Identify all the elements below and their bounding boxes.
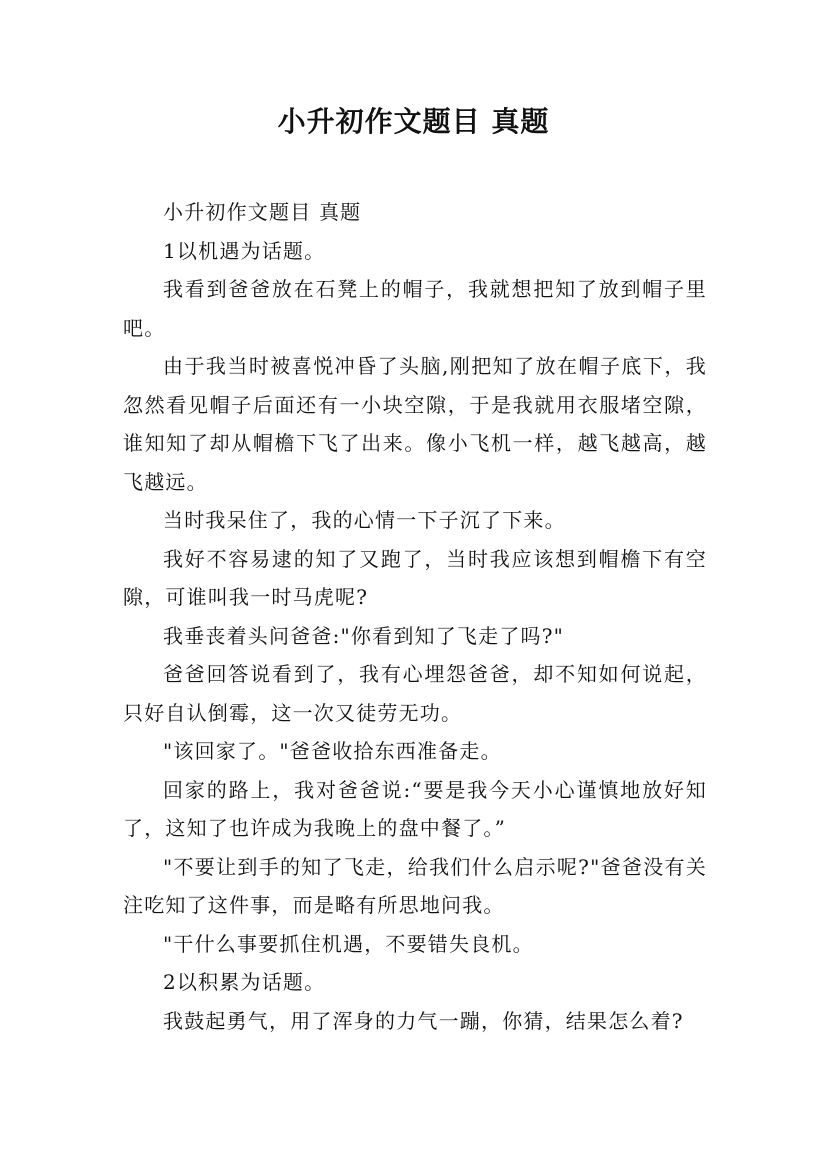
document-title: 小升初作文题目 真题 — [277, 105, 550, 138]
paragraph: 当时我呆住了，我的心情一下子沉了下来。 — [163, 508, 566, 532]
paragraph: "干什么事要抓住机遇，不要错失良机。 — [163, 931, 534, 956]
paragraph-topic-2: 2以积累为话题。 — [163, 970, 326, 994]
paragraph: 爸爸回答说看到了，我有心埋怨爸爸，却不知如何说起，只好自认倒霉，这一次又徒劳无功。 — [123, 662, 707, 725]
paragraph: 我看到爸爸放在石凳上的帽子，我就想把知了放到帽子里吧。 — [123, 277, 707, 340]
paragraph: 我垂丧着头问爸爸:"你看到知了飞走了吗?" — [163, 623, 565, 648]
paragraph: 回家的路上，我对爸爸说:“要是我今天小心谨慎地放好知了，这知了也许成为我晚上的盘中餐了。” — [123, 777, 707, 840]
paragraph: 我好不容易逮的知了又跑了，当时我应该想到帽檐下有空隙，可谁叫我一时马虎呢? — [123, 546, 707, 609]
paragraph: 由于我当时被喜悦冲昏了头脑,刚把知了放在帽子底下，我忽然看见帽子后面还有一小块空隙，于是我就用衣服堵空隙，谁知知了却从帽檐下飞了出来。像小飞机一样，越飞越高，越飞越远。 — [123, 354, 707, 494]
paragraph: "不要让到手的知了飞走，给我们什么启示呢?"爸爸没有关注吃知了这件事，而是略有所思地问我。 — [123, 854, 707, 917]
document-body — [123, 193, 707, 1040]
paragraph: "该回家了。"爸爸收拾东西准备走。 — [163, 739, 502, 763]
paragraph-topic-1: 1以机遇为话题。 — [163, 238, 326, 263]
paragraph: 我鼓起勇气，用了浑身的力气一蹦，你猜，结果怎么着? — [163, 1008, 684, 1033]
paragraph-subtitle: 小升初作文题目 真题 — [163, 200, 362, 224]
